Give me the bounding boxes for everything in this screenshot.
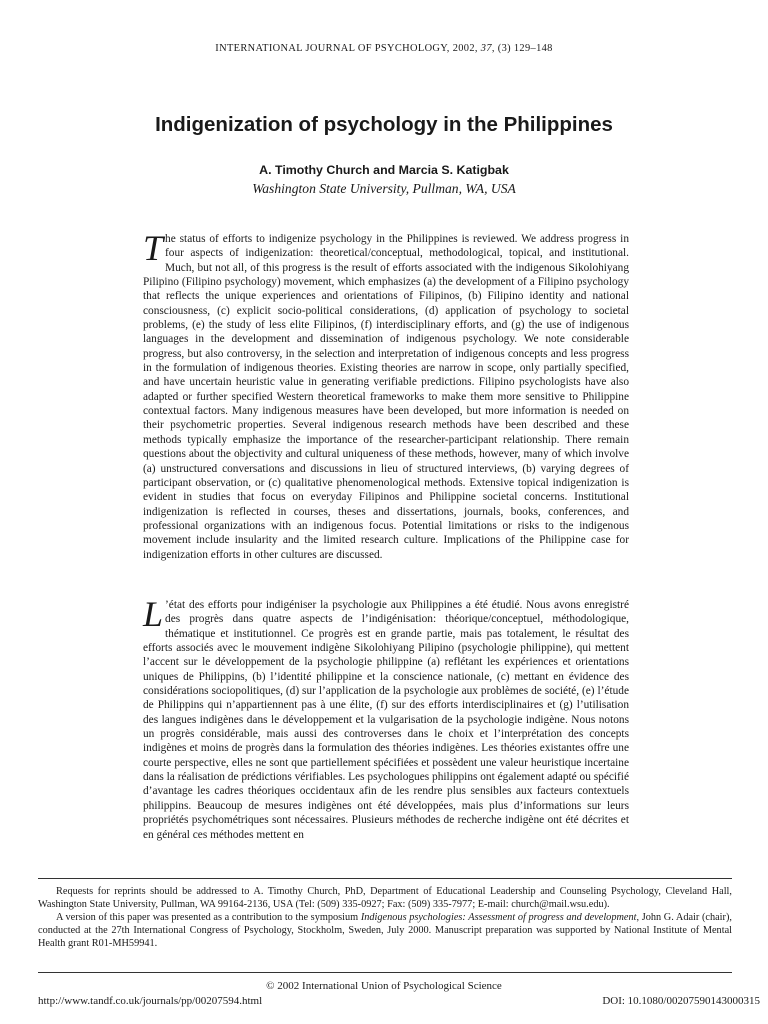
copyright-notice: © 2002 International Union of Psychological Science [266, 980, 502, 992]
drop-cap-english: T [143, 228, 164, 268]
doi: DOI: 10.1080/00207590143000315 [602, 995, 760, 1007]
running-head [0, 43, 768, 54]
drop-cap-french: L [143, 594, 164, 634]
footnote-divider-bottom [38, 972, 732, 973]
footnote-reprints: Requests for reprints should be addressed to A. Timothy Church, PhD, Department of Educational Leadership and Counseling Psychology, Cleveland Hall, Washington State University, Pullman, WA 99164-2136, USA (Tel: (509) 335-0927; Fax: (509) 335-7977; E-mail: church@mail.wsu.edu). [38, 886, 732, 911]
abstract-french [143, 594, 629, 842]
authors: A. Timothy Church and Marcia S. Katigbak [259, 163, 509, 177]
abstract-english [143, 228, 629, 562]
affiliation: Washington State University, Pullman, WA, USA [252, 181, 516, 196]
footnotes [38, 885, 732, 950]
article-title: Indigenization of psychology in the Philippines [155, 113, 613, 136]
footnote-version [38, 911, 732, 950]
footnote-symposium-title: Indigenous psychologies: Assessment of progress and development [360, 912, 637, 924]
abstract-french-text: ’état des efforts pour indigéniser la psychologie aux Philippines a été étudié. Nous avons enregistré des progrès dans quatre aspects de l’indigénisation: théorique/conceptuel, méthodologique, thématique et institutionnel. Ce progrès est en grande partie, mais pas totalement, le résultat des efforts associés avec le mouvement indigène Sikolohiyang Pilipino (psychologie philippine), qui mettent l’accent sur le développement de la psychologie philippine (a) reflétant les expériences et orientations uniques de Philippins, (b) l’identité philippine et la conscience nationale, (c) mettant en évidence des considérations sociopolitiques, (d) sur l’application de la psychologie aux problèmes de société, (e) l’étude de Philippins qui n’appartiennent pas à une élite, (f) sur des efforts interdisciplinaires et (g) l’utilisation des langues indigènes dans le développement et la vulgarisation de la psychologie indigène. Nous notons un progrès considérable, mais aussi des controverses dans le choix et l’interprétation des concepts indigènes et moins de progrès dans la formulation des théories indigènes. Les théories existantes offre une courte perspective, elles ne sont que partiellement spécifiées et possèdent une valeur heuristique incertaine dans la réalisation de prédictions vérifiables. Les psychologues philippins ont également adapté ou spécifié d’avantage les cadres théoriques occidentaux afin de les rendre plus sensibles aux facteurs contextuels philippins. Beaucoup de mesures indigènes ont été développées, mais plus d’informations sur leurs propriétés psychométriques sont nécessaires. Plusieurs méthodes de recherche indigène ont été décrites et en général ces méthodes mettent en [143, 599, 629, 841]
journal-url[interactable]: http://www.tandf.co.uk/journals/pp/00207594.html [38, 995, 263, 1007]
footnote-version-suffix: , John G. Adair (chair), conducted at the 27th International Congress of Psychology, Stockholm, Sweden, July 2000. Manuscript preparation was supported by National Institute of Mental Health grant R01-MH59941. [38, 912, 732, 950]
footnote-version-prefix: A version of this paper was presented as a contribution to the symposium [56, 912, 361, 924]
abstract-english-text: he status of efforts to indigenize psychology in the Philippines is reviewed. We address progress in four aspects of indigenization: theoretical/conceptual, methodological, topical, and institutional. Much, but not all, of this progress is the result of efforts associated with the indigenous Sikolohiyang Pilipino (Filipino psychology) movement, which emphasizes (a) the development of a Filipino psychology that reflects the unique experiences and orientations of Filipinos, (b) Filipino identity and national consciousness, (c) explicit socio-political considerations, (d) application of psychology to societal problems, (e) the study of less elite Filipinos, (f) interdisciplinary efforts, and (g) the use of indigenous languages in the development and dissemination of indigenous psychology. We note considerable progress, but also controversy, in the selection and interpretation of indigenous concepts and less progress in the formulation of indigenous theories. Existing theories are narrow in scope, only partially specified, and have uncertain heuristic value in generating verifiable predictions. Filipino psychologists have also adapted or further specified Western theoretical frameworks to make them more sensitive to Philippine contextual factors. Many indigenous measures have been developed, but more information is needed on their psychometric properties. Several indigenous research methods have been described and these methods typically emphasize the importance of the researcher-participant relationship. There remain questions about the objectivity and cultural uniqueness of these methods, however, many of which involve (a) unstructured conversations and discussions in lieu of structured interviews, (b) varying degrees of participant observation, or (c) qualitative phenomenological methods. Extensive topical indigenization is evident in studies that focus on everyday Filipinos and Philippine societal concerns. Institutional indigenization is reflected in courses, theses and dissertations, journals, books, conferences, and professional organizations with an indigenous focus. Potential limitations or risks to the indigenous movement include insularity and the limited research culture. Implications of the Philippine case for indigenization efforts in other cultures are discussed. [143, 233, 629, 561]
running-head-issue-pages: , (3) 129–148 [491, 43, 553, 54]
running-head-journal: INTERNATIONAL JOURNAL OF PSYCHOLOGY, 2002, [215, 43, 481, 54]
running-head-volume: 37 [480, 43, 492, 54]
footnote-divider-top [38, 878, 732, 879]
